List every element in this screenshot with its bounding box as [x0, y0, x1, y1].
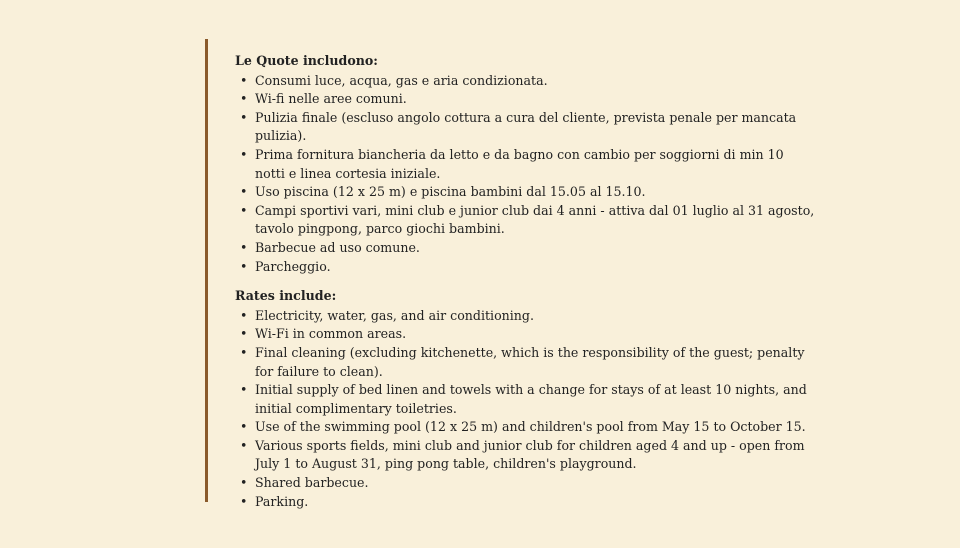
english-rates-list	[235, 307, 845, 512]
list-item: • Parking.	[235, 493, 815, 512]
list-item: • Uso piscina (12 x 25 m) e piscina bambini dal 15.05 al 15.10.	[235, 183, 815, 202]
list-item: • Wi-fi nelle aree comuni.	[235, 90, 815, 109]
list-item: • Barbecue ad uso comune.	[235, 239, 815, 258]
section-heading-italian: Le Quote includono:	[235, 53, 378, 68]
list-item: • Pulizia finale (escluso angolo cottura a cura del cliente, prevista penale per mancata pulizia).	[235, 109, 815, 146]
list-item: • Electricity, water, gas, and air conditioning.	[235, 307, 815, 326]
list-item: • Prima fornitura biancheria da letto e da bagno con cambio per soggiorni di min 10 notti e linea cortesia iniziale.	[235, 146, 815, 183]
list-item: • Final cleaning (excluding kitchenette, which is the responsibility of the guest; penalty for failure to clean).	[235, 344, 815, 381]
list-item: • Parcheggio.	[235, 258, 815, 277]
list-item: • Campi sportivi vari, mini club e junior club dai 4 anni - attiva dal 01 luglio al 31 agosto, tavolo pingpong, parco giochi bambini.	[235, 202, 815, 239]
list-item: • Initial supply of bed linen and towels with a change for stays of at least 10 nights, and initial complimentary toiletries.	[235, 381, 815, 418]
italian-rates-list	[235, 72, 845, 277]
list-item: • Shared barbecue.	[235, 474, 815, 493]
section-heading-english: Rates include:	[235, 288, 337, 304]
list-item: • Use of the swimming pool (12 x 25 m) and children's pool from May 15 to October 15.	[235, 418, 815, 437]
list-item: • Consumi luce, acqua, gas e aria condizionata.	[235, 72, 815, 91]
list-item: • Various sports fields, mini club and junior club for children aged 4 and up - open from July 1 to August 31, ping pong table, children's playground.	[235, 437, 815, 474]
list-item: • Wi-Fi in common areas.	[235, 325, 815, 344]
rates-info-panel	[205, 39, 845, 509]
